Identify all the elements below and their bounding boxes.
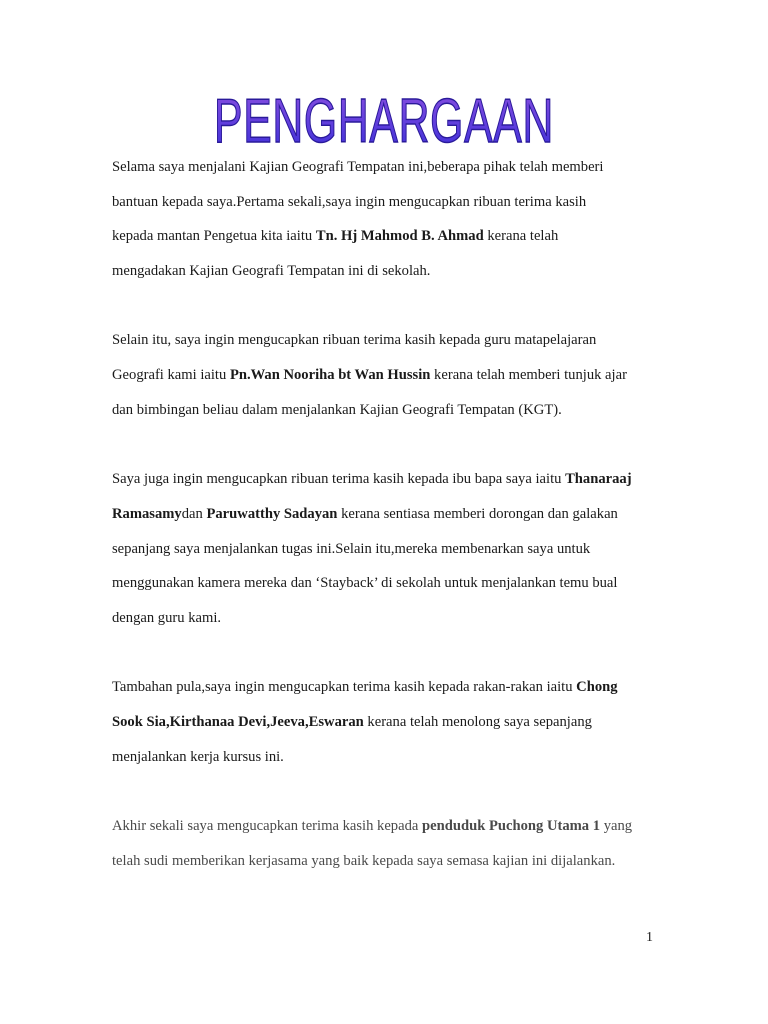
text-line — [112, 497, 672, 532]
text-line — [112, 254, 672, 289]
text-run: dengan guru kami. — [112, 609, 222, 626]
bold-name: Sook Sia,Kirthanaa Devi,Jeeva,Eswaran — [112, 714, 364, 730]
text-run: kerana telah — [483, 228, 559, 245]
title-banner — [0, 84, 768, 154]
text-line — [112, 219, 672, 254]
acknowledgement-body — [112, 150, 672, 913]
text-line — [112, 566, 672, 601]
text-run: dan bimbingan beliau dalam menjalankan Kajian Geografi Tempatan (KGT). — [112, 401, 562, 418]
paragraph-2 — [112, 323, 672, 427]
text-line — [112, 705, 672, 740]
text-run: Geografi kami iaitu — [112, 367, 230, 384]
text-line — [112, 670, 672, 705]
page-title: PENGHARGAAN — [214, 87, 554, 156]
text-run: kerana telah memberi tunjuk ajar — [430, 367, 627, 384]
text-line — [112, 393, 672, 428]
text-run: telah sudi memberikan kerjasama yang baik kepada saya semasa kajian ini dijalankan. — [112, 852, 616, 869]
text-line — [112, 150, 672, 185]
text-run: bantuan kepada saya.Pertama sekali,saya ingin mengucapkan ribuan terima kasih — [112, 193, 587, 210]
text-line — [112, 462, 672, 497]
text-run: kepada mantan Pengetua kita iaitu — [112, 228, 316, 245]
bold-name: Pn.Wan Nooriha bt Wan Hussin — [229, 367, 431, 384]
text-line — [112, 601, 672, 636]
bold-name: Tn. Hj Mahmod B. Ahmad — [315, 228, 484, 245]
paragraph-3 — [112, 462, 672, 635]
text-run: kerana telah menolong saya sepanjang — [363, 714, 592, 730]
text-run: yang — [600, 818, 633, 835]
text-run: mengadakan Kajian Geografi Tempatan ini di sekolah. — [112, 263, 431, 280]
text-run: kerana sentiasa memberi dorongan dan galakan — [337, 505, 618, 522]
text-line — [112, 844, 672, 879]
paragraph-5 — [112, 809, 672, 878]
text-line — [112, 358, 672, 393]
text-line — [112, 809, 672, 844]
text-run: menggunakan kamera mereka dan ‘Stayback’ di sekolah untuk menjalankan temu bual — [112, 575, 618, 592]
bold-name: Chong — [576, 679, 618, 696]
text-run: menjalankan kerja kursus ini. — [112, 748, 284, 765]
text-run: Akhir sekali saya mengucapkan terima kasih kepada — [112, 818, 423, 835]
bold-name: penduduk Puchong Utama 1 — [422, 818, 601, 835]
text-run: Saya juga ingin mengucapkan ribuan terima kasih kepada ibu bapa saya iaitu — [112, 471, 566, 488]
title-wordart — [184, 84, 584, 154]
text-run: Selama saya menjalani Kajian Geografi Tempatan ini,beberapa pihak telah memberi — [112, 159, 604, 175]
paragraph-4 — [112, 670, 672, 774]
text-line — [112, 185, 672, 220]
page-number: 1 — [646, 930, 653, 945]
bold-name: Ramasamy — [112, 505, 182, 522]
text-line — [112, 532, 672, 567]
text-run: sepanjang saya menjalankan tugas ini.Selain itu,mereka membenarkan saya untuk — [112, 540, 591, 557]
text-run: Tambahan pula,saya ingin mengucapkan terima kasih kepada rakan-rakan iaitu — [112, 679, 577, 696]
paragraph-1 — [112, 150, 672, 289]
text-run: dan — [181, 505, 207, 522]
text-line — [112, 323, 672, 358]
bold-name: Thanaraaj — [565, 471, 632, 488]
bold-name: Paruwatthy Sadayan — [206, 505, 338, 522]
text-run: Selain itu, saya ingin mengucapkan ribuan terima kasih kepada guru matapelajaran — [112, 332, 597, 349]
text-line — [112, 740, 672, 775]
